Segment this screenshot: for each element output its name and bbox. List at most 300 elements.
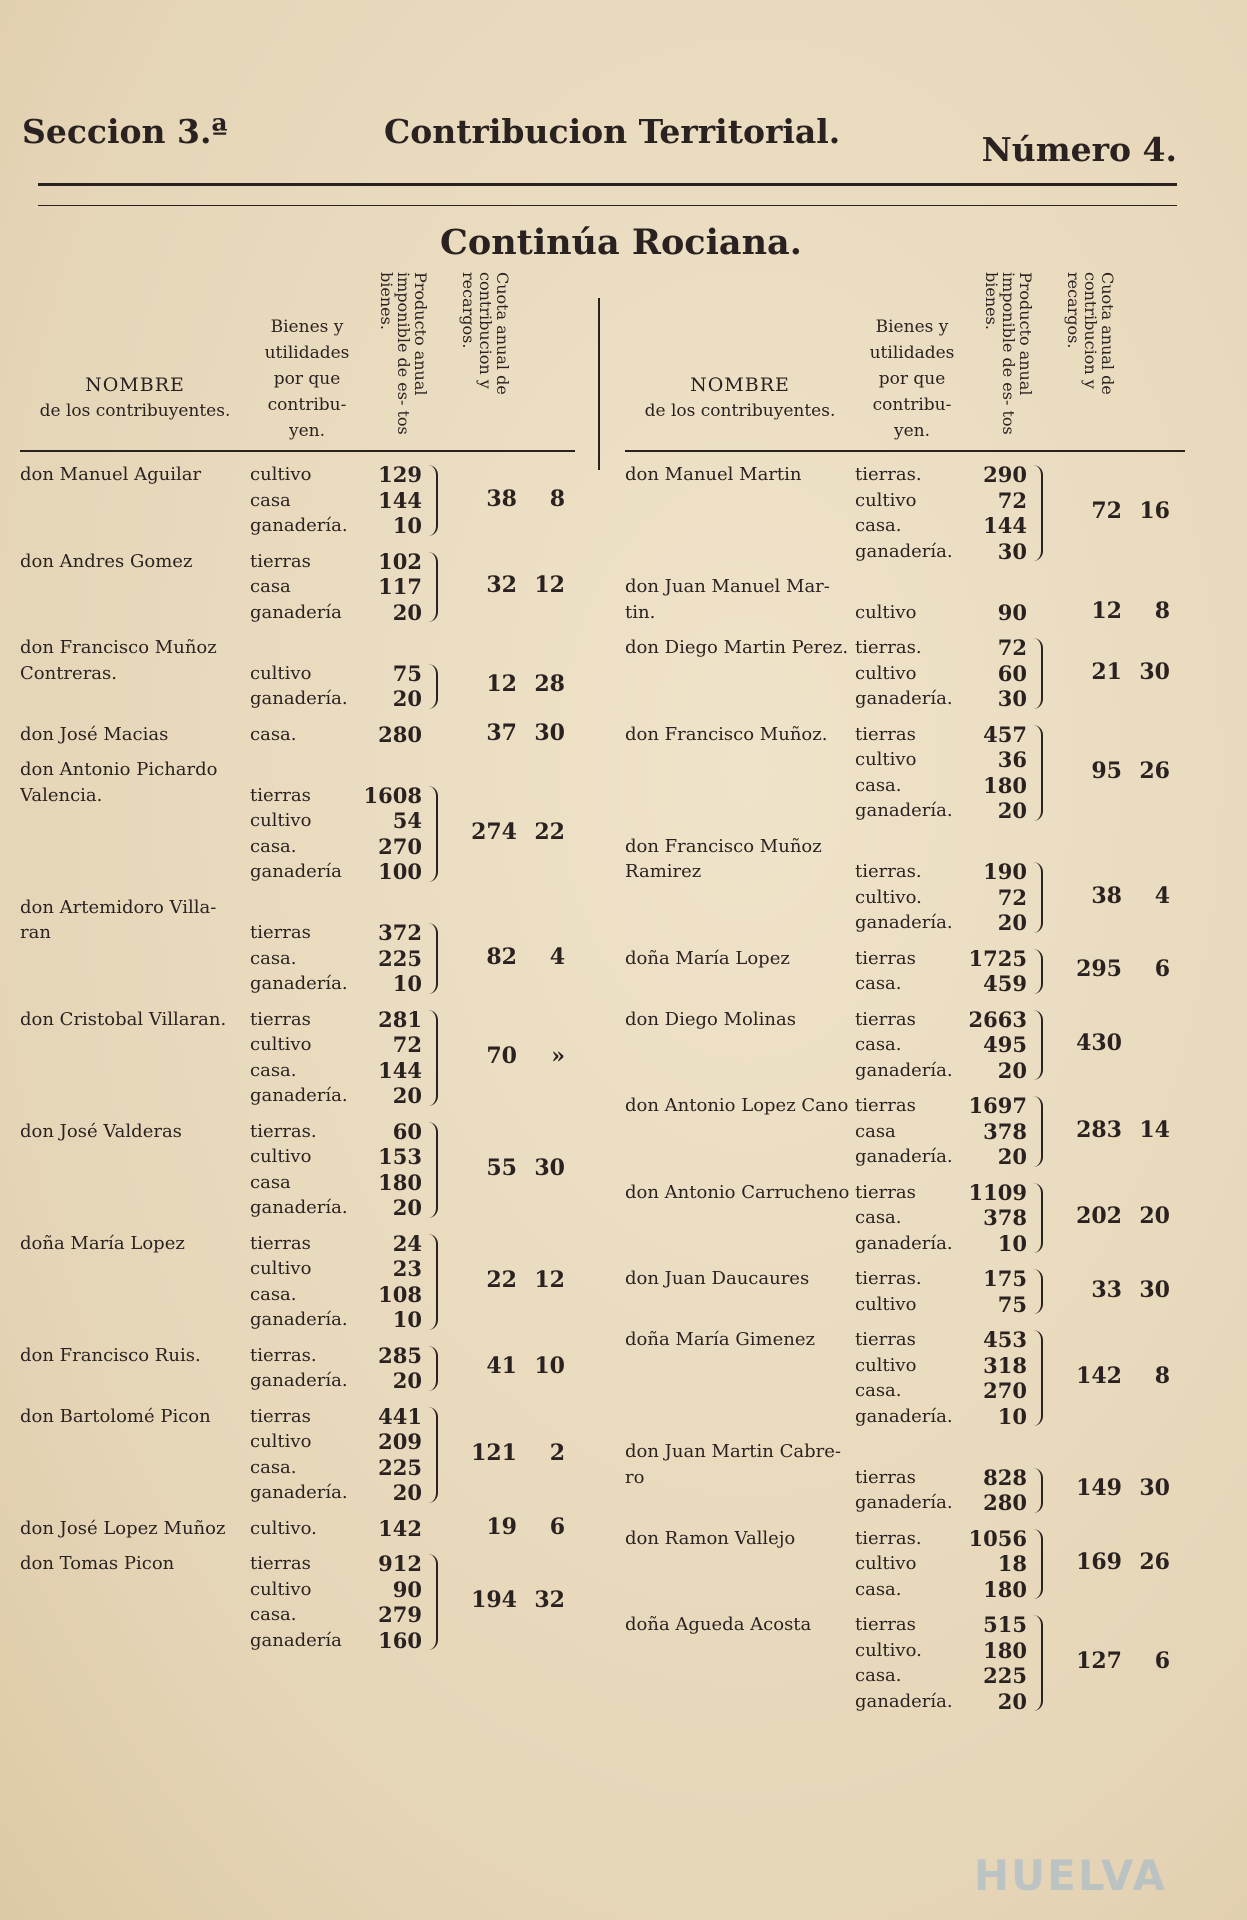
- taxable-product: 72: [997, 884, 1027, 910]
- annual-quota: [445, 486, 575, 512]
- taxable-product: 180: [378, 1169, 422, 1195]
- taxpayer-name: don Manuel Aguilar: [20, 464, 202, 486]
- entry-row: [20, 1307, 575, 1333]
- taxable-product: 90: [392, 1576, 422, 1602]
- grouping-brace: [428, 1407, 438, 1503]
- entry-row: [20, 920, 575, 946]
- quota-cents: 30: [534, 1154, 565, 1181]
- quota-pesos: 283: [1076, 1116, 1122, 1143]
- property-type: ganadería.: [250, 1197, 348, 1219]
- entry-row: [20, 1480, 575, 1506]
- taxable-product: 20: [997, 1057, 1027, 1083]
- quota-pesos: 202: [1076, 1203, 1122, 1229]
- property-type: ganadería: [250, 601, 342, 623]
- taxpayer-entry: [625, 1526, 1185, 1603]
- taxable-product: 54: [392, 808, 422, 834]
- taxable-product: 18: [997, 1551, 1027, 1577]
- grouping-brace: [428, 465, 438, 536]
- quota-pesos: 37: [486, 719, 517, 746]
- taxable-product: 290: [983, 462, 1027, 488]
- taxpayer-entry: [20, 757, 575, 885]
- quota-cents: 16: [1139, 498, 1170, 525]
- annual-quota: [445, 944, 575, 970]
- taxable-product: 1109: [968, 1179, 1027, 1205]
- taxpayer-name: doña María Lopez: [625, 947, 790, 969]
- taxpayer-name: don Antonio Carrucheno: [625, 1181, 850, 1203]
- grouping-brace: [1033, 1183, 1043, 1254]
- property-type: cultivo.: [855, 1639, 922, 1661]
- taxpayer-name: don Francisco Ruis.: [20, 1344, 201, 1366]
- entry-row: [625, 686, 1185, 712]
- grouping-brace: [428, 1122, 438, 1218]
- property-type: ganadería.: [250, 1309, 348, 1331]
- quota-pesos: 430: [1076, 1030, 1122, 1056]
- property-type: casa.: [250, 723, 297, 745]
- taxable-product: 142: [378, 1515, 422, 1541]
- taxpayer-entry: [625, 1180, 1185, 1257]
- taxpayer-entry: [20, 719, 575, 748]
- taxable-product: 372: [378, 920, 422, 946]
- property-type: ganadería.: [855, 1146, 953, 1168]
- left-column: [20, 270, 575, 1653]
- annual-quota: [1050, 1203, 1180, 1229]
- taxable-product: 10: [392, 1307, 422, 1333]
- entry-row: [625, 1007, 1185, 1033]
- table-header-left: [20, 270, 575, 452]
- quota-pesos: 82: [486, 943, 517, 970]
- page-subtitle: Continúa Rociana.: [440, 222, 802, 263]
- annual-quota: [1050, 956, 1180, 982]
- taxable-product: 1725: [968, 945, 1027, 971]
- property-type: ganadería.: [855, 1059, 953, 1081]
- property-type: cultivo: [250, 1034, 312, 1056]
- property-type: ganadería.: [855, 912, 953, 934]
- entry-row: [20, 549, 575, 575]
- entry-row: [625, 635, 1185, 661]
- taxable-product: 225: [378, 1454, 422, 1480]
- property-type: casa.: [855, 1380, 902, 1402]
- taxable-product: 36: [997, 747, 1027, 773]
- quota-cents: 28: [534, 671, 565, 698]
- header-rule-thick: [38, 183, 1177, 186]
- taxable-product: 1608: [363, 782, 422, 808]
- quota-cents: 26: [1139, 757, 1170, 784]
- property-type: cultivo: [855, 749, 917, 771]
- taxable-product: 285: [378, 1342, 422, 1368]
- taxpayer-name: don Juan Daucaures: [625, 1268, 810, 1290]
- taxpayer-entry: [625, 1327, 1185, 1429]
- entry-row: [20, 1404, 575, 1430]
- quota-pesos: 41: [486, 1353, 517, 1380]
- property-type: tierras: [250, 1553, 311, 1575]
- page-title: Contribucion Territorial.: [384, 112, 841, 151]
- taxpayer-name: ro: [625, 1466, 645, 1488]
- property-type: tierras: [855, 1008, 916, 1030]
- property-type: casa: [250, 576, 291, 598]
- property-type: cultivo: [855, 1354, 917, 1376]
- taxable-product: 20: [392, 1480, 422, 1506]
- property-type: ganadería.: [855, 1405, 953, 1427]
- taxpayer-name: don José Macias: [20, 723, 169, 745]
- quota-pesos: 274: [471, 818, 517, 845]
- taxable-product: 75: [997, 1291, 1027, 1317]
- header-rule-thin: [38, 205, 1177, 206]
- annual-quota: [445, 1440, 575, 1466]
- taxable-product: 24: [392, 1230, 422, 1256]
- entry-row: [20, 1119, 575, 1145]
- property-type: cultivo.: [855, 886, 922, 908]
- quota-cents: 12: [534, 1266, 565, 1293]
- taxpayer-name: Contreras.: [20, 662, 117, 684]
- taxable-product: 180: [983, 1576, 1027, 1602]
- quota-cents: 8: [1154, 597, 1170, 624]
- property-type: casa: [855, 1120, 896, 1142]
- property-type: tierras: [855, 1466, 916, 1488]
- taxable-product: 175: [983, 1266, 1027, 1292]
- header-name-line2: de los contribuyentes.: [644, 401, 836, 421]
- quota-pesos: 12: [1091, 597, 1122, 624]
- property-type: ganadería: [250, 1629, 342, 1651]
- taxable-product: 912: [378, 1551, 422, 1577]
- property-type: tierras.: [855, 1527, 922, 1549]
- taxpayer-entry: [625, 1266, 1185, 1317]
- taxable-product: 160: [378, 1627, 422, 1653]
- property-type: ganadería: [250, 861, 342, 883]
- quota-pesos: 32: [486, 572, 517, 598]
- header-bienes-line: yen.: [288, 421, 326, 441]
- quota-cents: 6: [1154, 1648, 1170, 1675]
- taxpayer-entry: [20, 549, 575, 626]
- taxable-product: 144: [378, 487, 422, 513]
- taxable-product: 23: [392, 1256, 422, 1282]
- taxable-product: 281: [378, 1006, 422, 1032]
- annual-quota: [445, 1514, 575, 1540]
- taxable-product: 225: [378, 945, 422, 971]
- taxable-product: 209: [378, 1429, 422, 1455]
- page-number: Número 4.: [981, 130, 1177, 169]
- taxpayer-entry: [20, 1343, 575, 1394]
- entry-row: [20, 1231, 575, 1257]
- header-producto: Producto anual imponible de es- tos bienes.: [377, 272, 430, 435]
- quota-cents: 4: [1154, 882, 1170, 909]
- property-type: cultivo: [855, 1553, 917, 1575]
- taxpayer-name: tin.: [625, 601, 656, 623]
- quota-cents: 10: [534, 1353, 565, 1380]
- annual-quota: [445, 1353, 575, 1379]
- taxpayer-entry: [625, 635, 1185, 712]
- taxable-product: 144: [378, 1057, 422, 1083]
- right-column: [625, 270, 1185, 1714]
- annual-quota: [445, 720, 575, 746]
- taxpayer-entry: [20, 1551, 575, 1653]
- header-bienes-line: por que: [878, 369, 946, 389]
- taxable-product: 20: [392, 599, 422, 625]
- property-type: cultivo: [250, 810, 312, 832]
- taxpayer-name: don Juan Manuel Mar-: [625, 576, 830, 598]
- grouping-brace: [1033, 1330, 1043, 1426]
- taxable-product: 180: [983, 1637, 1027, 1663]
- grouping-brace: [1033, 465, 1043, 561]
- quota-pesos: 38: [486, 485, 517, 512]
- grouping-brace: [428, 923, 438, 994]
- header-bienes-line: contribu-: [872, 395, 952, 415]
- taxable-product: 190: [983, 859, 1027, 885]
- property-type: tierras: [855, 723, 916, 745]
- property-type: ganadería.: [250, 688, 348, 710]
- quota-cents: »: [551, 1042, 565, 1069]
- taxable-product: 108: [378, 1281, 422, 1307]
- taxpayer-name: doña Agueda Acosta: [625, 1614, 812, 1636]
- entry-row: [625, 1404, 1185, 1430]
- taxpayer-name: don Francisco Muñoz.: [625, 723, 828, 745]
- property-type: tierras.: [855, 464, 922, 486]
- entry-row: [625, 1093, 1185, 1119]
- property-type: ganadería.: [855, 688, 953, 710]
- taxpayer-entry: [625, 1007, 1185, 1084]
- taxable-product: 102: [378, 548, 422, 574]
- property-type: tierras.: [250, 1120, 317, 1142]
- taxable-product: 180: [983, 772, 1027, 798]
- property-type: ganadería.: [250, 1370, 348, 1392]
- taxable-product: 72: [392, 1032, 422, 1058]
- grouping-brace: [1033, 1096, 1043, 1167]
- taxable-product: 378: [983, 1205, 1027, 1231]
- entry-row: [625, 1180, 1185, 1206]
- taxable-product: 144: [983, 513, 1027, 539]
- header-bienes-line: utilidades: [264, 343, 350, 363]
- property-type: ganadería.: [250, 1085, 348, 1107]
- entry-row: [625, 574, 1185, 600]
- entry-row: [20, 859, 575, 885]
- quota-pesos: 295: [1076, 956, 1122, 983]
- property-type: ganadería.: [250, 973, 348, 995]
- quota-cents: 30: [534, 719, 565, 746]
- property-type: tierras: [250, 550, 311, 572]
- taxable-product: 270: [378, 833, 422, 859]
- taxable-product: 30: [997, 538, 1027, 564]
- taxpayer-name: don Cristobal Villaran.: [20, 1008, 227, 1030]
- taxable-product: 828: [983, 1464, 1027, 1490]
- entry-row: [20, 513, 575, 539]
- taxpayer-entry: [625, 1093, 1185, 1170]
- taxpayer-entry: [625, 834, 1185, 936]
- grouping-brace: [1033, 949, 1043, 994]
- taxable-product: 30: [997, 686, 1027, 712]
- quota-cents: 30: [1139, 1475, 1170, 1502]
- entry-row: [20, 783, 575, 809]
- taxpayer-name: don Artemidoro Villa-: [20, 896, 217, 918]
- property-type: tierras.: [250, 1344, 317, 1366]
- property-type: cultivo: [250, 1431, 312, 1453]
- taxpayer-entry: [20, 462, 575, 539]
- quota-cents: 12: [534, 572, 565, 598]
- annual-quota: [445, 572, 575, 598]
- property-type: tierras.: [855, 861, 922, 883]
- column-divider: [598, 298, 600, 470]
- taxable-product: 225: [983, 1663, 1027, 1689]
- header-bienes: [857, 314, 967, 444]
- taxpayer-name: don José Valderas: [20, 1120, 182, 1142]
- annual-quota: [1050, 883, 1180, 909]
- grouping-brace: [1033, 725, 1043, 821]
- property-type: tierras: [250, 922, 311, 944]
- quota-pesos: 33: [1091, 1276, 1122, 1303]
- header-cuota: Cuota anual de contribucion y recargos.: [1064, 272, 1117, 395]
- property-type: cultivo: [250, 464, 312, 486]
- quota-cents: 32: [534, 1587, 565, 1614]
- taxable-product: 10: [392, 971, 422, 997]
- property-type: tierras: [250, 1232, 311, 1254]
- taxable-product: 90: [997, 599, 1027, 625]
- taxpayer-name: don Antonio Pichardo: [20, 759, 218, 781]
- taxable-product: 20: [997, 910, 1027, 936]
- entry-row: [20, 1083, 575, 1109]
- property-type: ganadería.: [855, 1492, 953, 1514]
- left-entries: [20, 462, 575, 1653]
- property-type: tierras: [855, 1614, 916, 1636]
- quota-pesos: 22: [486, 1266, 517, 1293]
- taxpayer-entry: [625, 1612, 1185, 1714]
- quota-pesos: 21: [1091, 658, 1122, 685]
- taxable-product: 60: [997, 660, 1027, 686]
- property-type: tierras: [250, 1008, 311, 1030]
- taxable-product: 515: [983, 1612, 1027, 1638]
- grouping-brace: [428, 786, 438, 882]
- header-bienes-line: Bienes y: [875, 317, 949, 337]
- entry-row: [625, 798, 1185, 824]
- taxable-product: 60: [392, 1118, 422, 1144]
- quota-pesos: 38: [1091, 882, 1122, 909]
- property-type: cultivo: [855, 601, 917, 623]
- quota-pesos: 121: [471, 1439, 517, 1466]
- property-type: cultivo.: [250, 1517, 317, 1539]
- grouping-brace: [1033, 1269, 1043, 1314]
- property-type: cultivo: [250, 662, 312, 684]
- taxpayer-name: don Antonio Lopez Cano: [625, 1095, 849, 1117]
- taxpayer-name: doña María Lopez: [20, 1232, 185, 1254]
- taxable-product: 72: [997, 487, 1027, 513]
- taxable-product: 10: [392, 513, 422, 539]
- quota-cents: 30: [1139, 1276, 1170, 1303]
- taxable-product: 129: [378, 462, 422, 488]
- property-type: casa.: [250, 1059, 297, 1081]
- taxable-product: 100: [378, 859, 422, 885]
- taxable-product: 378: [983, 1118, 1027, 1144]
- property-type: casa.: [855, 973, 902, 995]
- quota-pesos: 19: [486, 1513, 517, 1540]
- taxpayer-name: don Bartolomé Picon: [20, 1405, 211, 1427]
- annual-quota: [445, 1155, 575, 1181]
- quota-cents: 6: [549, 1513, 565, 1540]
- quota-pesos: 169: [1076, 1549, 1122, 1575]
- property-type: cultivo: [250, 1578, 312, 1600]
- entry-row: [20, 1007, 575, 1033]
- taxpayer-name: ran: [20, 922, 51, 944]
- table-header-right: [625, 270, 1185, 452]
- header-name-line2: de los contribuyentes.: [39, 401, 231, 421]
- entry-row: [625, 539, 1185, 565]
- property-type: casa.: [250, 1456, 297, 1478]
- taxpayer-entry: [625, 946, 1185, 997]
- taxable-product: 72: [997, 635, 1027, 661]
- taxpayer-name: don Ramon Vallejo: [625, 1527, 796, 1549]
- taxpayer-name: Valencia.: [20, 784, 103, 806]
- property-type: cultivo: [855, 662, 917, 684]
- property-type: cultivo: [855, 1293, 917, 1315]
- taxpayer-entry: [625, 722, 1185, 824]
- taxpayer-name: don Andres Gomez: [20, 550, 193, 572]
- property-type: tierras.: [855, 1268, 922, 1290]
- quota-pesos: 72: [1091, 498, 1122, 525]
- taxable-product: 10: [997, 1403, 1027, 1429]
- property-type: ganadería.: [855, 1690, 953, 1712]
- property-type: casa.: [250, 1283, 297, 1305]
- taxpayer-name: don Tomas Picon: [20, 1553, 175, 1575]
- property-type: casa.: [250, 947, 297, 969]
- property-type: casa.: [250, 835, 297, 857]
- grouping-brace: [1033, 1010, 1043, 1081]
- grouping-brace: [428, 1346, 438, 1391]
- annual-quota: [1050, 1549, 1180, 1575]
- entry-row: [625, 859, 1185, 885]
- property-type: tierras: [855, 1181, 916, 1203]
- property-type: ganadería.: [250, 1482, 348, 1504]
- header-producto: Producto anual imponible de es- tos bienes.: [982, 272, 1035, 435]
- header-bienes-line: yen.: [893, 421, 931, 441]
- property-type: tierras: [855, 1095, 916, 1117]
- quota-cents: [1122, 1030, 1170, 1056]
- entry-row: [20, 1195, 575, 1221]
- annual-quota: [1050, 1363, 1180, 1389]
- quota-pesos: 95: [1091, 757, 1122, 784]
- header-bienes-line: contribu-: [267, 395, 347, 415]
- taxable-product: 457: [983, 721, 1027, 747]
- taxpayer-name: don Juan Martin Cabre-: [625, 1441, 841, 1463]
- property-type: casa: [250, 489, 291, 511]
- entry-row: [625, 1231, 1185, 1257]
- entry-row: [625, 834, 1185, 860]
- annual-quota: [1050, 1475, 1180, 1501]
- quota-cents: 8: [1154, 1363, 1170, 1390]
- taxable-product: 1697: [968, 1093, 1027, 1119]
- property-type: cultivo: [855, 489, 917, 511]
- taxable-product: 495: [983, 1032, 1027, 1058]
- taxable-product: 20: [392, 1368, 422, 1394]
- grouping-brace: [1033, 1468, 1043, 1513]
- taxable-product: 280: [378, 721, 422, 747]
- quota-cents: 14: [1139, 1116, 1170, 1143]
- entry-row: [625, 1058, 1185, 1084]
- grouping-brace: [428, 1554, 438, 1650]
- quota-cents: 30: [1139, 658, 1170, 685]
- taxable-product: 2663: [968, 1006, 1027, 1032]
- header-bienes-line: Bienes y: [270, 317, 344, 337]
- property-type: tierras: [855, 1329, 916, 1351]
- entry-row: [20, 971, 575, 997]
- taxpayer-name: don Francisco Muñoz: [625, 835, 822, 857]
- quota-pesos: 142: [1076, 1363, 1122, 1390]
- header-bienes-line: por que: [273, 369, 341, 389]
- property-type: cultivo: [250, 1146, 312, 1168]
- property-type: tierras: [855, 947, 916, 969]
- taxpayer-name: don Diego Molinas: [625, 1008, 796, 1030]
- right-entries: [625, 462, 1185, 1714]
- entry-row: [625, 1612, 1185, 1638]
- entry-row: [20, 757, 575, 783]
- taxable-product: 75: [392, 660, 422, 686]
- property-type: casa.: [855, 515, 902, 537]
- property-type: ganadería.: [855, 800, 953, 822]
